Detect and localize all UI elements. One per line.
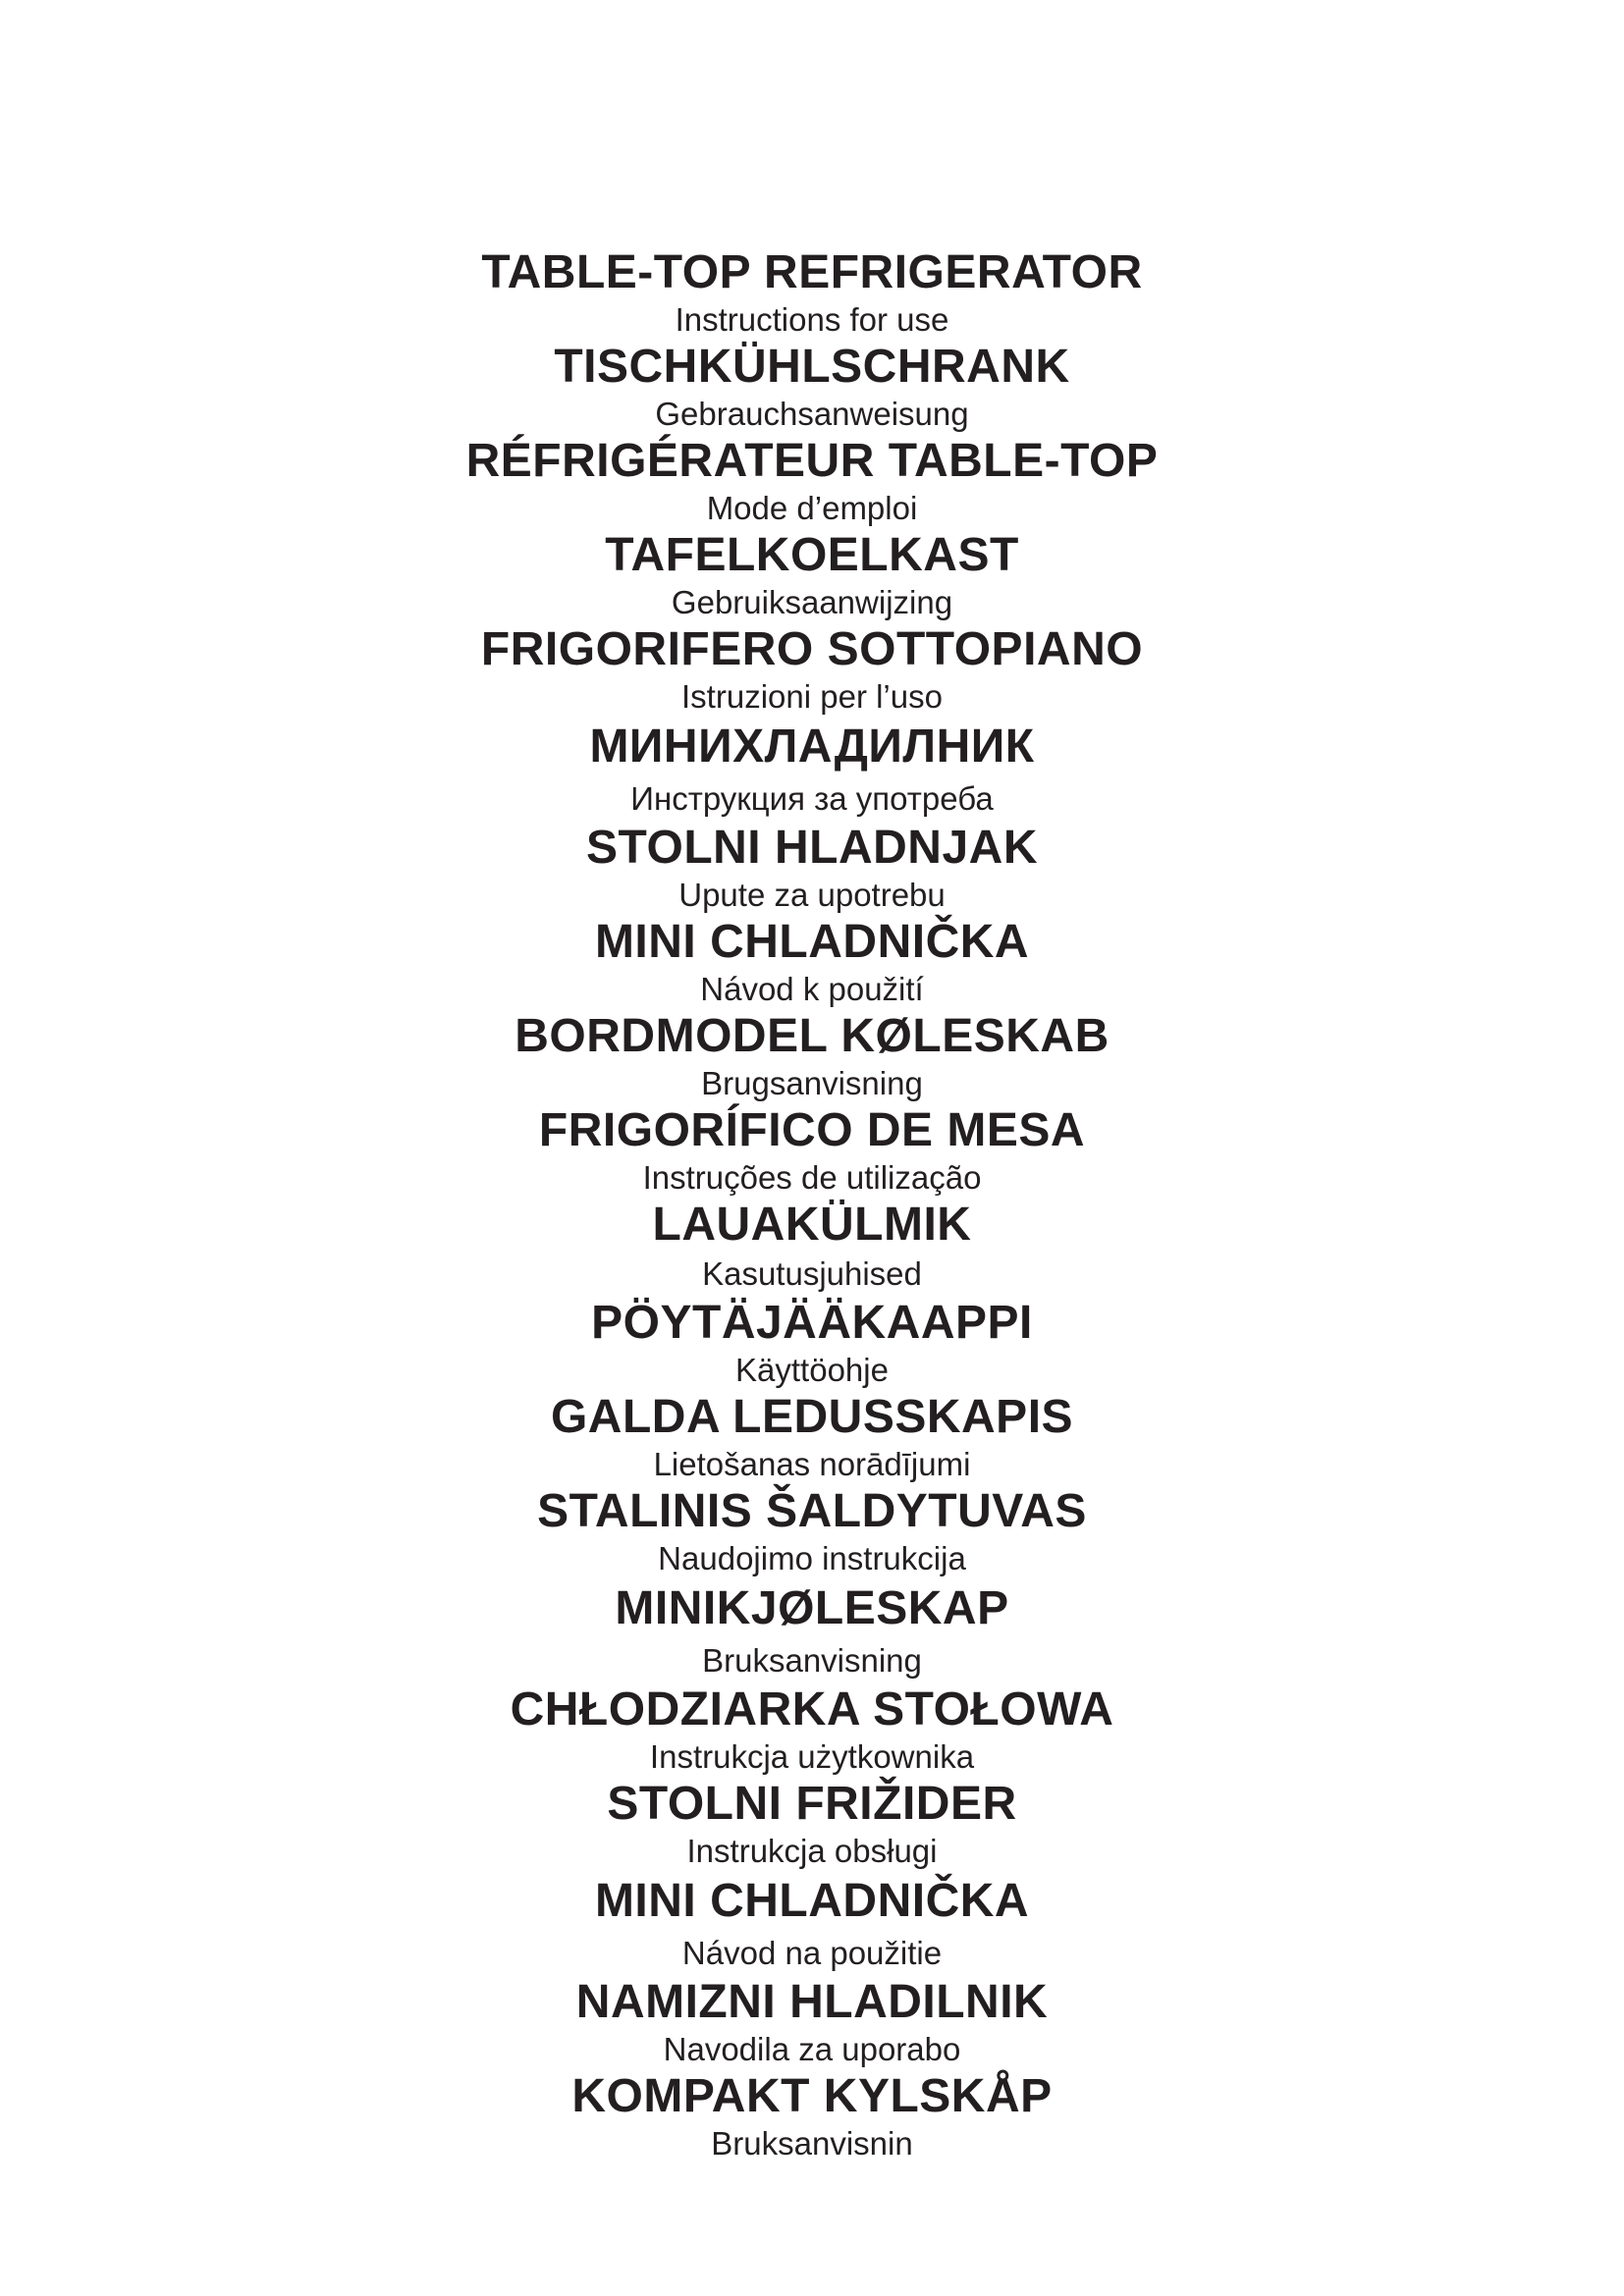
cover-title-list — [0, 245, 1624, 2163]
product-title-norwegian: MINIKJØLESKAP — [615, 1582, 1009, 1634]
manual-subtitle-bulgarian: Инструкция за употреба — [630, 780, 994, 817]
entry-danish — [0, 1009, 1624, 1103]
product-title-croatian: STOLNI HLADNJAK — [586, 822, 1038, 874]
entry-latvian — [0, 1390, 1624, 1484]
product-title-english: TABLE-TOP REFRIGERATOR — [481, 246, 1143, 298]
entry-serbian — [0, 1777, 1624, 1871]
manual-subtitle-italian: Istruzioni per l’uso — [681, 678, 943, 715]
manual-subtitle-french: Mode d’emploi — [706, 490, 918, 526]
entry-lithuanian — [0, 1484, 1624, 1578]
product-title-czech: MINI CHLADNIČKA — [594, 916, 1030, 968]
product-title-finnish: PÖYTÄJÄÄKAAPPI — [591, 1297, 1033, 1349]
manual-subtitle-latvian: Lietošanas norādījumi — [653, 1446, 971, 1482]
manual-subtitle-finnish: Käyttöohje — [735, 1352, 889, 1388]
product-title-slovenian: NAMIZNI HLADILNIK — [575, 1976, 1049, 2028]
product-title-bulgarian: МИНИХЛАДИЛНИК — [589, 721, 1035, 773]
entry-finnish — [0, 1296, 1624, 1390]
manual-subtitle-german: Gebrauchsanweisung — [655, 396, 969, 432]
manual-subtitle-czech: Návod k použití — [700, 971, 924, 1007]
product-title-lithuanian: STALINIS ŠALDYTUVAS — [537, 1485, 1087, 1537]
product-title-danish: BORDMODEL KØLESKAB — [514, 1010, 1110, 1062]
manual-subtitle-polish: Instrukcja użytkownika — [649, 1738, 975, 1775]
entry-estonian — [0, 1198, 1624, 1296]
entry-slovenian — [0, 1975, 1624, 2069]
product-title-portuguese: FRIGORÍFICO DE MESA — [538, 1104, 1086, 1156]
entry-croatian — [0, 821, 1624, 915]
product-title-latvian: GALDA LEDUSSKAPIS — [550, 1391, 1074, 1443]
entry-french — [0, 434, 1624, 528]
product-title-german: TISCHKÜHLSCHRANK — [554, 341, 1070, 393]
manual-subtitle-serbian: Instrukcja obsługi — [686, 1833, 938, 1869]
entry-portuguese — [0, 1103, 1624, 1198]
entry-norwegian — [0, 1578, 1624, 1682]
manual-subtitle-portuguese: Instruções de utilização — [642, 1159, 982, 1196]
manual-subtitle-english: Instructions for use — [675, 301, 949, 338]
manual-subtitle-lithuanian: Naudojimo instrukcija — [658, 1540, 966, 1576]
entry-dutch — [0, 528, 1624, 622]
entry-czech — [0, 915, 1624, 1009]
manual-subtitle-slovak: Návod na použitie — [681, 1935, 943, 1971]
manual-subtitle-croatian: Upute za upotrebu — [678, 877, 946, 913]
manual-subtitle-slovenian: Navodila za uporabo — [663, 2031, 961, 2067]
product-title-estonian: LAUAKÜLMIK — [652, 1199, 972, 1251]
product-title-polish: CHŁODZIARKA STOŁOWA — [510, 1683, 1114, 1735]
entry-english — [0, 245, 1624, 340]
product-title-serbian: STOLNI FRIŽIDER — [607, 1778, 1017, 1830]
entry-german — [0, 340, 1624, 434]
manual-subtitle-estonian: Kasutusjuhised — [702, 1255, 922, 1292]
product-title-swedish: KOMPAKT KYLSKÅP — [571, 2070, 1053, 2122]
product-title-dutch: TAFELKOELKAST — [605, 529, 1019, 581]
entry-swedish — [0, 2069, 1624, 2163]
manual-subtitle-dutch: Gebruiksaanwijzing — [671, 584, 953, 620]
manual-subtitle-norwegian: Bruksanvisning — [702, 1642, 922, 1679]
entry-polish — [0, 1682, 1624, 1777]
product-title-french: RÉFRIGÉRATEUR TABLE-TOP — [465, 435, 1159, 487]
entry-italian — [0, 622, 1624, 717]
entry-bulgarian — [0, 717, 1624, 821]
manual-subtitle-danish: Brugsanvisning — [701, 1065, 923, 1101]
entry-slovak — [0, 1871, 1624, 1975]
product-title-italian: FRIGORIFERO SOTTOPIANO — [480, 623, 1144, 675]
manual-subtitle-swedish: Bruksanvisnin — [711, 2125, 913, 2162]
product-title-slovak: MINI CHLADNIČKA — [594, 1875, 1030, 1927]
